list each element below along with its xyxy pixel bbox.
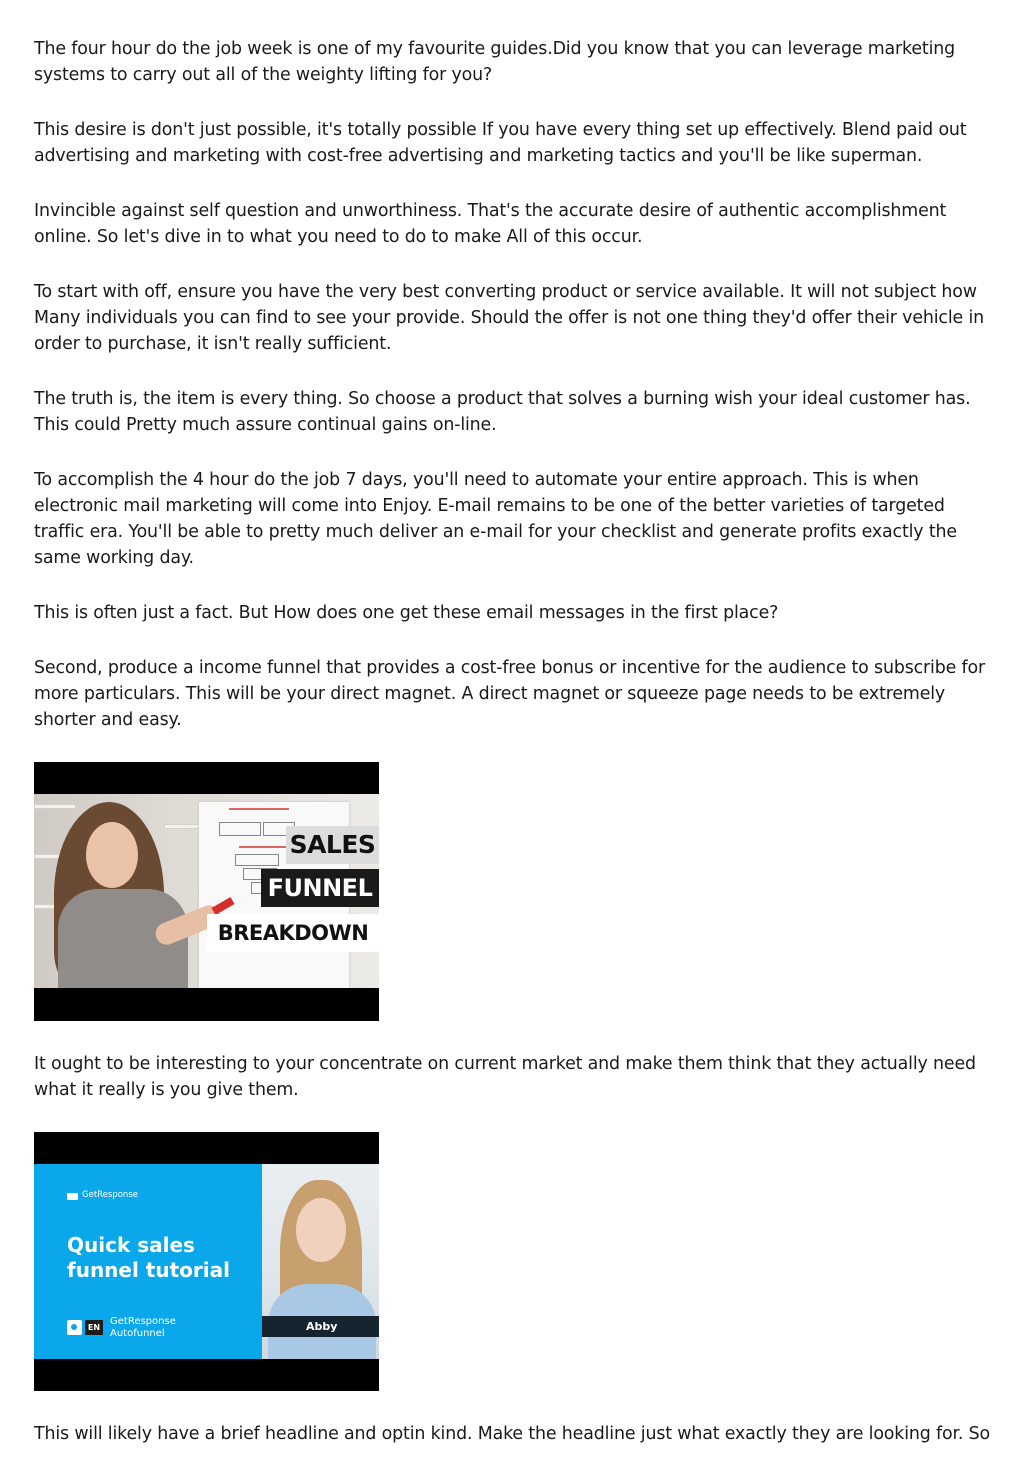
product-name-line1: GetResponse <box>110 1316 176 1327</box>
whiteboard-line <box>239 846 289 848</box>
document-body <box>34 36 994 1476</box>
presenter-photo <box>262 1164 379 1359</box>
paragraph-1: The four hour do the job week is one of my favourite guides.Did you know that you can leverage marketing systems to carry out all of the weighty lifting for you? <box>34 39 956 85</box>
whiteboard-box <box>235 854 279 866</box>
presenter-face <box>296 1198 346 1262</box>
shelf <box>34 804 76 809</box>
brand-name: GetResponse <box>82 1190 138 1200</box>
paragraph-4: To start with off, ensure you have the very best converting product or service available. It will not subject how Many individuals you can find to see your provide. Should the offer is not one thing they'd offer their vehicle in order to purchase, it isn't really sufficient. <box>34 282 984 354</box>
thumbnail-label-funnel: FUNNEL <box>261 869 379 907</box>
paragraph-5: The truth is, the item is every thing. So choose a product that solves a burning wish your ideal customer has. This could Pretty much assure continual gains on-line. <box>34 389 971 435</box>
paragraph-8: Second, produce a income funnel that provides a cost-free bonus or incentive for the audience to subscribe for more particulars. This will be your direct magnet. A direct magnet or squeeze page needs to be extremely shorter and easy. <box>34 658 985 730</box>
thumbnail-label-sales: SALES <box>286 826 379 864</box>
thumbnail-title: Quick sales funnel tutorial <box>67 1233 230 1282</box>
paragraph-9: It ought to be interesting to your concentrate on current market and make them think that they actually need what it really is you give them. <box>34 1054 976 1100</box>
paragraph-6: To accomplish the 4 hour do the job 7 days, you'll need to automate your entire approach. This is when electronic mail marketing will come into Enjoy. E-mail remains to be one of the better varieties of targeted traffic era. You'll be able to pretty much deliver an e-mail for your checklist and generate profits exactly the same working day. <box>34 470 957 568</box>
whiteboard-box <box>219 822 261 836</box>
mail-icon <box>67 1193 78 1200</box>
presenter-face <box>86 822 138 888</box>
product-name-line2: Autofunnel <box>110 1328 165 1339</box>
sales-funnel-video-thumbnail[interactable] <box>34 762 379 1021</box>
whiteboard-line <box>229 808 289 810</box>
presenter-name-tag: Abby <box>262 1316 379 1337</box>
thumbnail-label-breakdown: BREAKDOWN <box>207 914 379 952</box>
paragraph-10: This will likely have a brief headline and optin kind. Make the headline just what exactly they are looking for. So <box>34 1424 991 1444</box>
paragraph-3: Invincible against self question and unworthiness. That's the accurate desire of authentic accomplishment online. So let's dive in to what you need to do to make All of this occur. <box>34 201 947 247</box>
getresponse-tutorial-video-thumbnail[interactable] <box>34 1132 379 1391</box>
paragraph-2: This desire is don't just possible, it's totally possible If you have every thing set up effectively. Blend paid out advertising and marketing with cost-free advertising and marketing tactics and you'll be like superman. <box>34 120 967 166</box>
paragraph-7: This is often just a fact. But How does one get these email messages in the first place? <box>34 603 779 623</box>
speaker-badge-dot <box>71 1324 77 1330</box>
shelf <box>164 824 202 829</box>
language-badge: EN <box>85 1320 103 1335</box>
product-name <box>110 1316 176 1340</box>
